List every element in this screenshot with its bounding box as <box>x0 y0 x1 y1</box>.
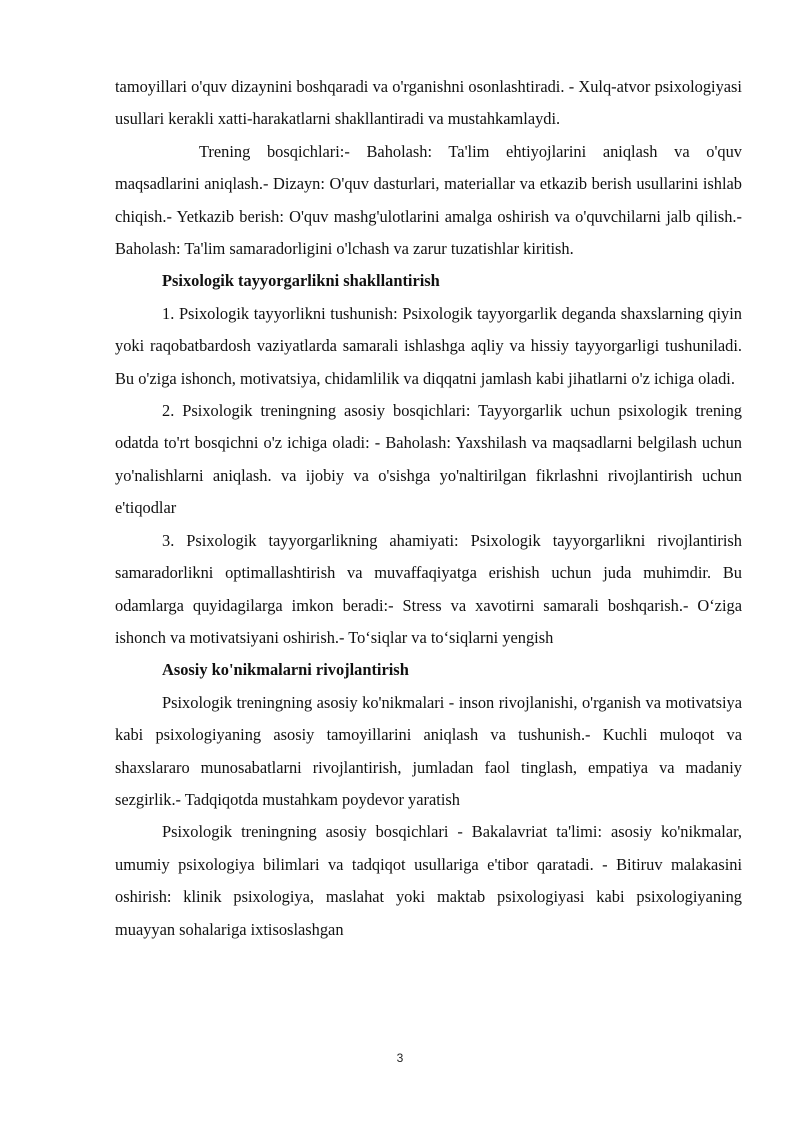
paragraph-continuation: tamoyillari o'quv dizaynini boshqaradi va o'rganishni osonlashtiradi. - Xulq-atvor psixologiyasi usullari kerakli xatti-harakatlarni shakllantiradi va mustahkamlaydi. <box>115 77 742 129</box>
page-number: 3 <box>396 1051 404 1065</box>
paragraph-core-skills: Psixologik treningning asosiy ko'nikmalari - inson rivojlanishi, o'rganish va motivatsiya kabi psixologiyaning asosiy tamoyillarini aniqlash va tushunish.- Kuchli muloqot va shaxslararo munosabatlarni rivojlantirish, jumladan faol tinglash, empatiya va madaniy sezgirlik.- Tadqiqotda mustahkam poydevor yaratish <box>115 692 742 809</box>
document-body <box>115 71 742 946</box>
section-heading-psychological-readiness: Psixologik tayyorgarlikni shakllantirish <box>162 271 440 291</box>
paragraph-training-levels: Psixologik treningning asosiy bosqichlari - Bakalavriat ta'limi: asosiy ko'nikmalar, umumiy psixologiya bilimlari va tadqiqot usullariga e'tibor qaratadi. - Bitiruv malakasini oshirish: klinik psixologiya, maslahat yoki maktab psixologiyasi kabi psixologiyaning muayyan sohalariga ixtisoslashgan <box>115 822 742 939</box>
paragraph-readiness-importance: 3. Psixologik tayyorgarlikning ahamiyati: Psixologik tayyorgarlikni rivojlantirish samaradorlikni optimallashtirish va muvaffaqiyatga erishish uchun juda muhimdir. Bu odamlarga quyidagilarga imkon beradi:- Stress va xavotirni samarali boshqarish.- O‘ziga ishonch va motivatsiyani oshirish.- To‘siqlar va to‘siqlarni yengish <box>115 530 742 647</box>
paragraph-readiness-understanding: 1. Psixologik tayyorlikni tushunish: Psixologik tayyorgarlik deganda shaxslarning qiyin yoki raqobatbardosh vaziyatlarda samarali ishlashga aqliy va hissiy tayyorgarligi tushuniladi. Bu o'ziga ishonch, motivatsiya, chidamlilik va diqqatni jamlash kabi jihatlarni o'z ichiga oladi. <box>115 303 742 388</box>
paragraph-training-key-stages: 2. Psixologik treningning asosiy bosqichlari: Tayyorgarlik uchun psixologik trening odatda to'rt bosqichni o'z ichiga oladi: - Baholash: Yaxshilash va maqsadlarni belgilash uchun yo'nalishlarni aniqlash. va ijobiy va o'sishga yo'naltirilgan fikrlashni rivojlantirish uchun e'tiqodlar <box>115 401 742 518</box>
section-heading-core-skills: Asosiy ko'nikmalarni rivojlantirish <box>162 660 409 680</box>
paragraph-training-stages: Trening bosqichlari:- Baholash: Ta'lim ehtiyojlarini aniqlash va o'quv maqsadlarini aniqlash.- Dizayn: O'quv dasturlari, materiallar va etkazib berish usullarini ishlab chiqish.- Yetkazib berish: O'quv mashg'ulotlarini amalga oshirish va o'quvchilarni jalb qilish.- Baholash: Ta'lim samaradorligini o'lchash va zarur tuzatishlar kiritish. <box>115 141 742 259</box>
